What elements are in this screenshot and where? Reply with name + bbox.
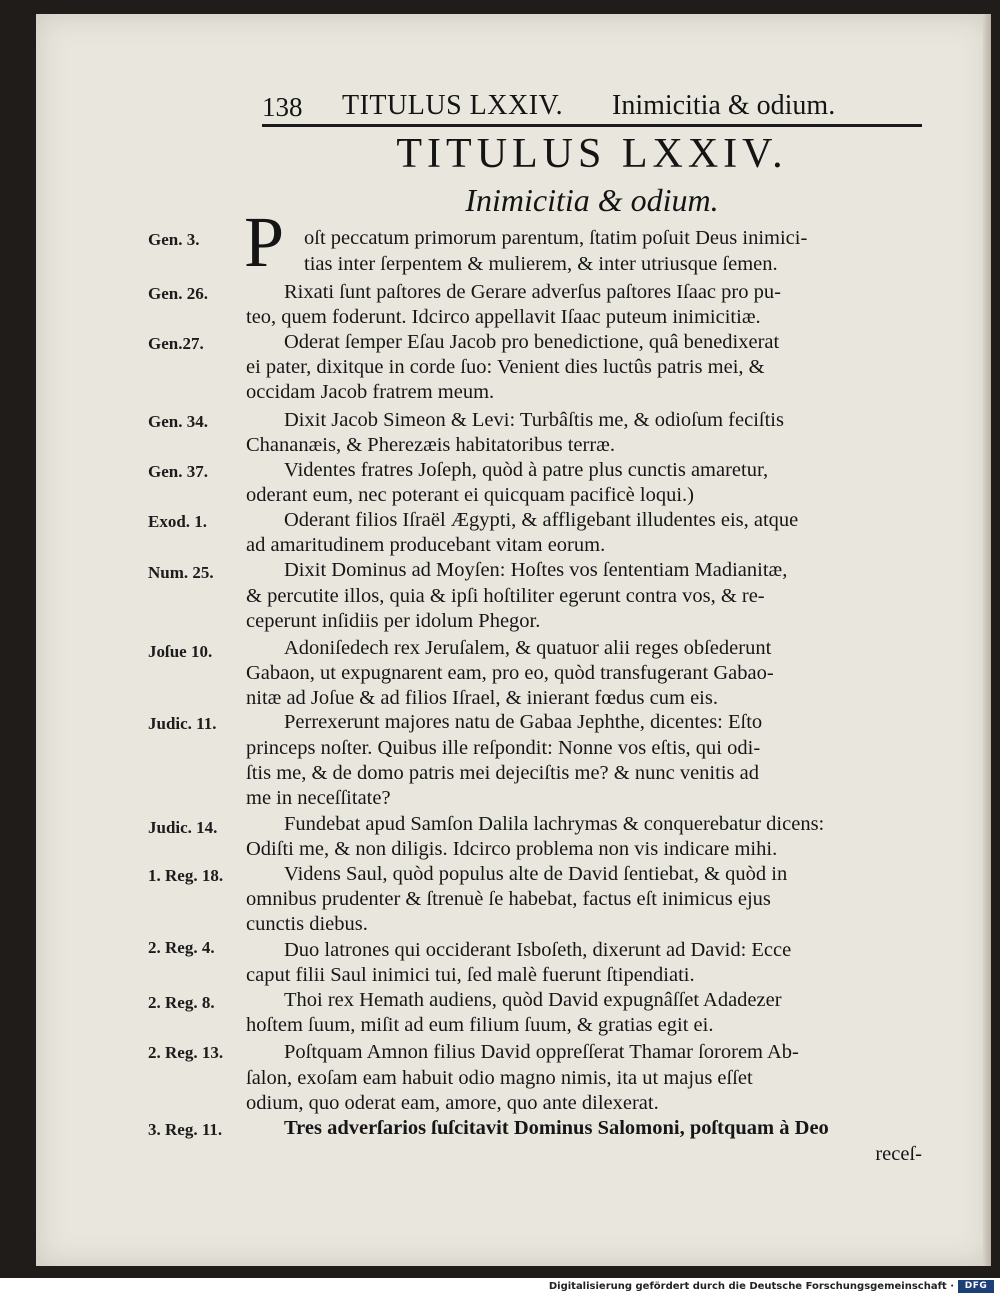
margin-reference: 2. Reg. 4. [148,938,215,957]
text-line: omnibus prudenter & ſtrenuè ſe habebat, factus eſt inimicus ejus [246,888,771,910]
margin-reference: 1. Reg. 18. [148,866,224,885]
text-line: Chananæis, & Pherezæis habitatoribus terræ. [246,434,615,456]
text-line: tias inter ſerpentem & mulierem, & inter utriusque ſemen. [304,253,778,275]
text-line: odium, quo oderat eam, amore, quo ante dilexerat. [246,1092,659,1114]
margin-reference: 2. Reg. 13. [148,1043,224,1062]
margin-reference: Gen. 26. [148,284,208,303]
text-line: ceperunt inſidiis per idolum Phegor. [246,610,541,632]
text-line: me in neceſſitate? [246,787,391,809]
text-line: nitæ ad Joſue & ad filios Iſrael, & inierant fœdus cum eis. [246,687,718,709]
margin-reference: Exod. 1. [148,512,208,531]
margin-reference: 2. Reg. 8. [148,993,215,1012]
text-line: caput filii Saul inimici tui, ſed malè fuerunt ſtipendiati. [246,964,695,986]
text-line: Oderant filios Iſraël Ægypti, & affligebant illudentes eis, atque [284,509,799,531]
margin-reference: Judic. 14. [148,818,218,837]
running-title: TITULUS LXXIV. [342,90,564,121]
text-line: Poſtquam Amnon filius David oppreſſerat Thamar ſororem Ab- [284,1041,799,1063]
margin-reference: Gen. 34. [148,412,208,431]
margin-reference: Gen. 3. [148,230,200,249]
text-line: occidam Jacob fratrem meum. [246,381,495,403]
digitization-credit: Digitalisierung gefördert durch die Deutsche Forschungsgemeinschaft · [548,1281,954,1292]
text-line: Odiſti me, & non diligis. Idcirco problema non vis indicare mihi. [246,838,778,860]
chapter-title: TITULUS LXXIV. [396,131,788,177]
text-line: princeps noſter. Quibus ille reſpondit: Nonne vos eſtis, qui odi- [246,737,761,759]
text-line: & percutite illos, quia & ipſi hoſtiliter egerunt contra vos, & re- [246,585,765,607]
text-line: Gabaon, ut expugnarent eam, pro eo, quòd transfugerant Gabao- [246,662,774,684]
text-line: Fundebat apud Samſon Dalila lachrymas & conquerebatur dicens: [284,813,825,835]
margin-reference: Gen.27. [148,334,204,353]
text-line: Duo latrones qui occiderant Isboſeth, dixerunt ad David: Ecce [284,939,792,961]
text-line: Videntes fratres Joſeph, quòd à patre plus cunctis amaretur, [284,459,769,481]
text-line: Thoi rex Hemath audiens, quòd David expugnâſſet Adadezer [284,989,782,1011]
page-number: 138 [262,92,303,122]
header-rule [262,124,922,127]
text-line: Adoniſedech rex Jeruſalem, & quatuor alii reges obſederunt [284,637,772,659]
running-subject: Inimicitia & odium. [612,90,836,121]
text-line: cunctis diebus. [246,913,368,935]
text-line: teo, quem foderunt. Idcirco appellavit Iſaac puteum inimicitiæ. [246,306,761,328]
text-line: ſtis me, & de domo patris mei dejeciſtis me? & nunc venitis ad [246,762,759,784]
text-line: Dixit Dominus ad Moyſen: Hoſtes vos ſententiam Madianitæ, [284,559,788,581]
text-line: Perrexerunt majores natu de Gabaa Jephthe, dicentes: Eſto [284,711,763,733]
margin-reference: Judic. 11. [148,714,217,733]
text-line: ad amaritudinem producebant vitam eorum. [246,534,606,556]
text-line: Oderat ſemper Eſau Jacob pro benedictione, quâ benedixerat [284,331,780,353]
margin-reference: Gen. 37. [148,462,208,481]
catchword: receſ- [875,1143,922,1165]
text-line: Dixit Jacob Simeon & Levi: Turbâſtis me, & odioſum feciſtis [284,409,784,431]
text-line: oderant eum, nec poterant ei quicquam pacificè loqui.) [246,484,694,506]
text-line: Videns Saul, quòd populus alte de David ſentiebat, & quòd in [284,863,788,885]
running-head [262,88,922,128]
text-line: ei pater, dixitque in corde ſuo: Venient dies luctûs patris mei, & [246,356,765,378]
text-line: Rixati ſunt paſtores de Gerare adverſus paſtores Iſaac pro pu- [284,281,781,303]
text-line: ſalon, exoſam eam habuit odio magno nimis, ita ut majus eſſet [246,1067,753,1089]
text-line: hoſtem ſuum, miſit ad eum filium ſuum, & gratias egit ei. [246,1014,714,1036]
dfg-logo: DFG [958,1280,994,1293]
margin-reference: Joſue 10. [148,642,213,661]
chapter-subtitle: Inimicitia & odium. [465,182,719,218]
margin-reference: 3. Reg. 11. [148,1120,223,1139]
text-line: oſt peccatum primorum parentum, ſtatim poſuit Deus inimici- [304,227,808,249]
margin-reference: Num. 25. [148,563,214,582]
drop-cap-initial: P [244,202,285,282]
text-line: Tres adverſarios ſuſcitavit Dominus Salomoni, poſtquam à Deo [284,1117,829,1139]
page-edge [983,14,991,1266]
